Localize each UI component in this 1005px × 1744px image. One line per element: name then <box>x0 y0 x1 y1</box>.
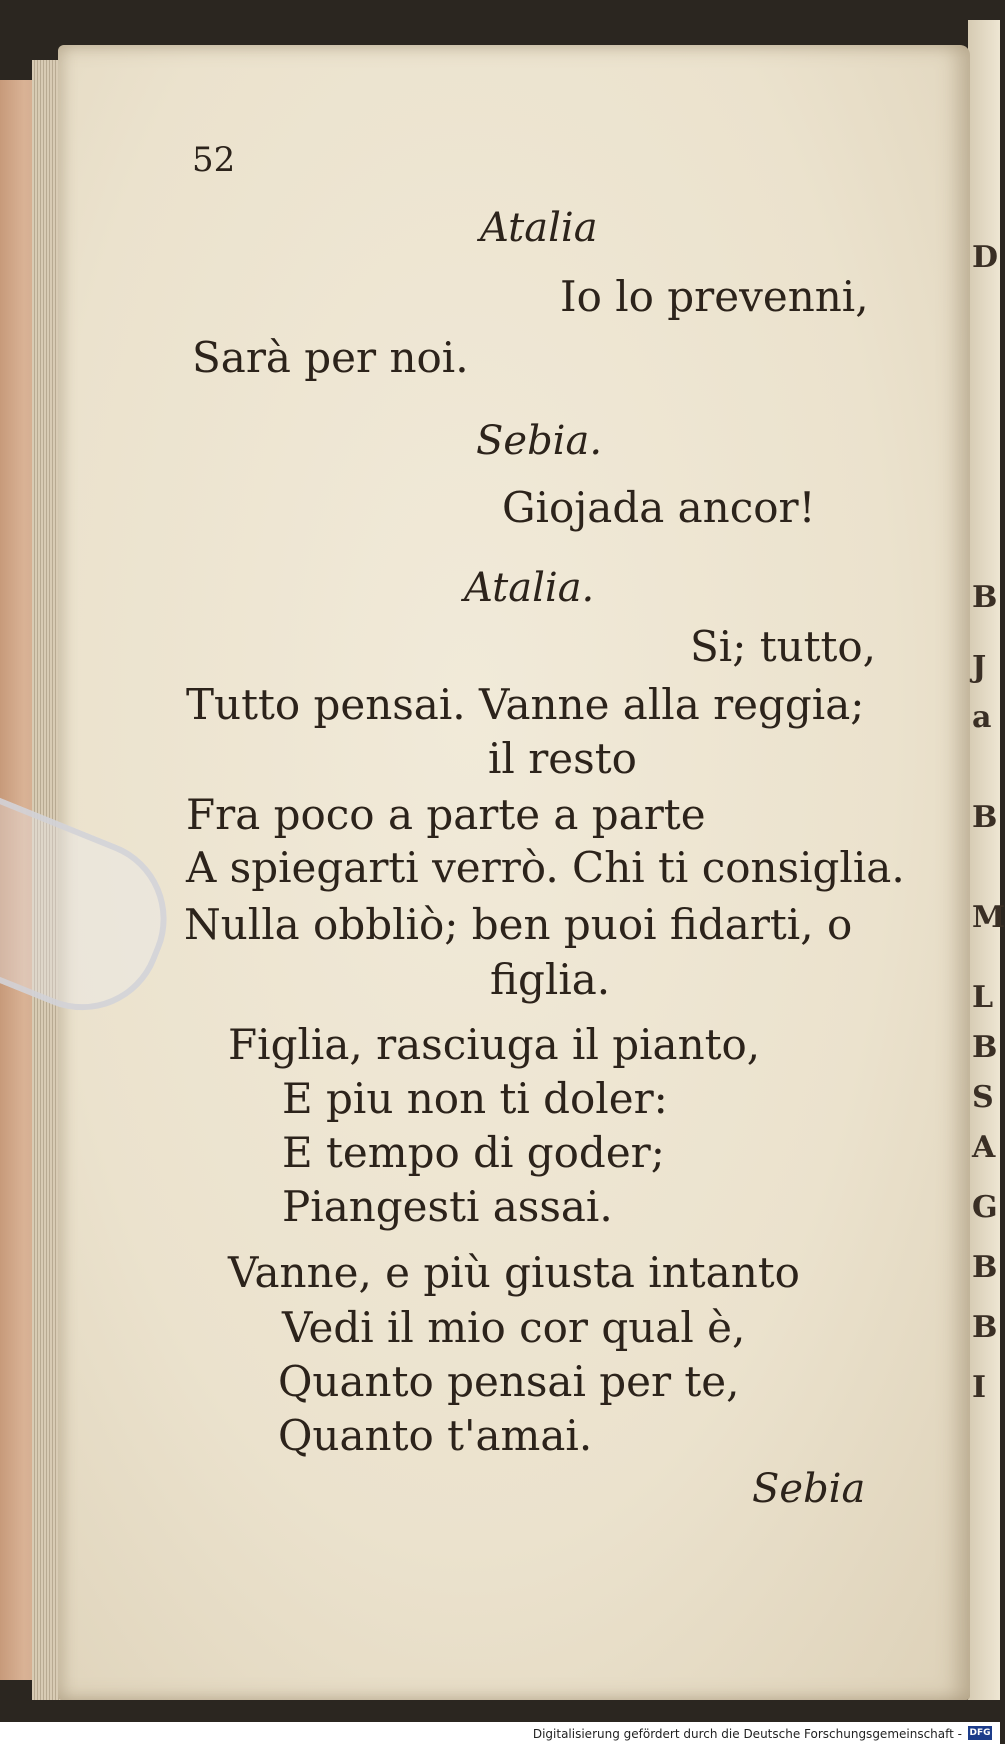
verse-line: Fra poco a parte a parte <box>186 790 706 839</box>
facing-page-glyph: I <box>972 1370 987 1405</box>
verse-line: Quanto pensai per te, <box>278 1357 740 1406</box>
verse-line: Piangesti assai. <box>282 1182 613 1231</box>
facing-page-glyph: D <box>972 240 999 275</box>
digitization-credit: Digitalisierung gefördert durch die Deutsche Forschungsgemeinschaft - <box>532 1727 962 1741</box>
facing-page-glyph: M <box>972 900 1005 935</box>
facing-page-glyph: B <box>972 1250 998 1285</box>
verse-line: Vanne, e più giusta intanto <box>228 1248 800 1297</box>
dfg-logo: DFG <box>969 1728 991 1738</box>
verse-line: E tempo di goder; <box>282 1128 665 1177</box>
verse-line: figlia. <box>490 955 611 1004</box>
facing-page-glyph: L <box>972 980 994 1015</box>
facing-page-glyph: B <box>972 1030 998 1065</box>
facing-page-glyph: J <box>972 650 987 685</box>
verse-line: A spiegarti verrò. Chi ti consiglia. <box>186 843 905 892</box>
facing-page-glyph: B <box>972 800 998 835</box>
verse-line: Sarà per noi. <box>192 333 469 382</box>
verse-line: Quanto t'amai. <box>278 1411 593 1460</box>
verse-line: Vedi il mio cor qual è, <box>282 1303 746 1352</box>
verse-line: E piu non ti doler: <box>282 1074 668 1123</box>
verse-line: Figlia, rasciuga il pianto, <box>228 1020 761 1069</box>
facing-page-glyph: S <box>972 1080 994 1115</box>
facing-page-glyph: B <box>972 580 998 615</box>
verse-line: Io lo prevenni, <box>560 272 869 321</box>
facing-page-glyph: G <box>972 1190 998 1225</box>
verse-line: Nulla obbliò; ben puoi fidarti, o <box>184 900 853 949</box>
facing-page-glyph: B <box>972 1310 998 1345</box>
facing-page-glyph: a <box>972 700 992 735</box>
catchword-sebia: Sebia <box>752 1466 866 1512</box>
facing-page-glyph: A <box>972 1130 996 1165</box>
speaker-atalia: Atalia. <box>464 565 595 611</box>
page-number: 52 <box>192 140 236 180</box>
verse-line: Si; tutto, <box>690 622 877 671</box>
speaker-sebia: Sebia. <box>476 418 603 464</box>
verse-line: Giojada ancor! <box>502 483 816 532</box>
verse-line: il resto <box>488 734 637 783</box>
verse-line: Tutto pensai. Vanne alla reggia; <box>186 680 865 729</box>
speaker-atalia: Atalia <box>480 205 598 251</box>
